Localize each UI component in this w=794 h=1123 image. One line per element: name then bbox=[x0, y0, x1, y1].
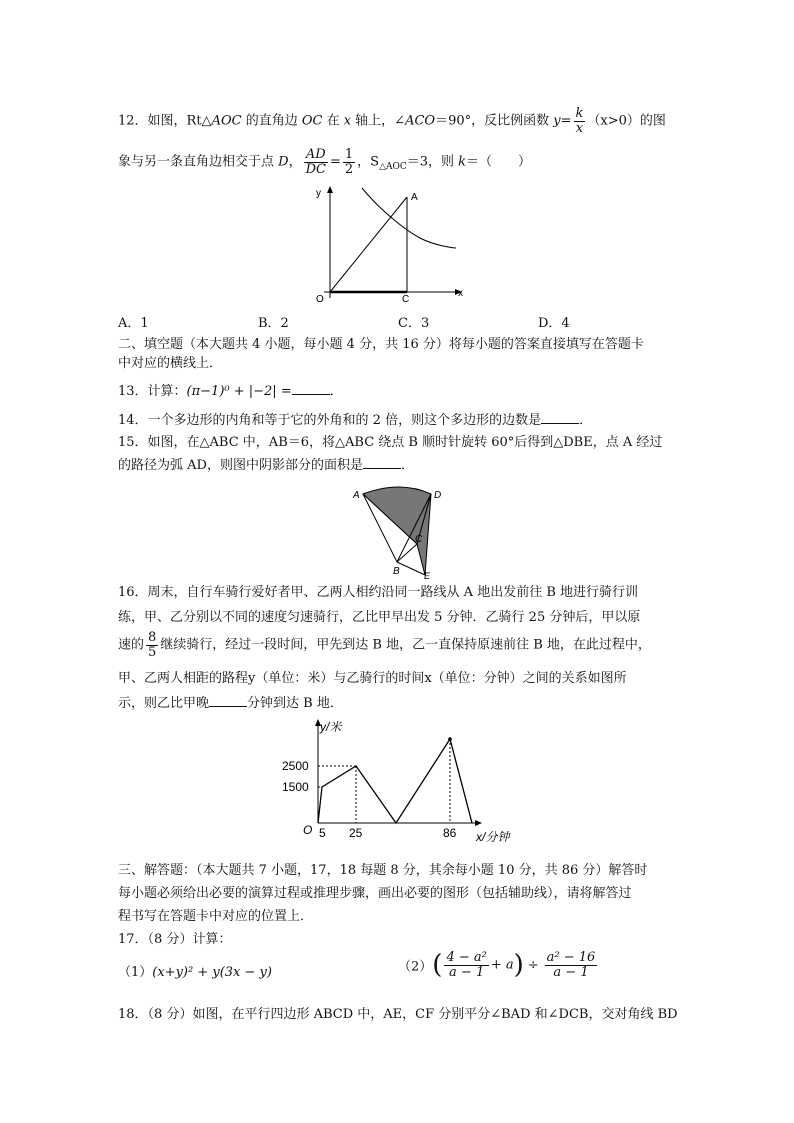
fraction-ad-over-dc: $\frac{AD}{DC}$ bbox=[305, 147, 326, 177]
q13-answer-blank[interactable] bbox=[292, 383, 330, 395]
section2-line2: 中对应的横线上． bbox=[118, 356, 223, 371]
xtick-5: 5 bbox=[319, 826, 326, 840]
q16-line5: 示，则乙比甲晚 分钟到达 B 地． bbox=[118, 696, 343, 711]
q17-part2: （2）( $\frac{\text{4 − a²}}{a - 1}$ + a) ÷ $\frac{\text{a² − 16}}{a - 1}$ bbox=[398, 949, 596, 980]
segment-be bbox=[397, 562, 425, 575]
distance-line bbox=[318, 739, 472, 823]
hyperbola-curve bbox=[362, 188, 456, 248]
q17-fraction-1: $\frac{\text{4 − a²}}{a - 1}$ bbox=[446, 949, 487, 980]
q12-graph bbox=[310, 180, 480, 305]
xtick-25: 25 bbox=[349, 826, 363, 840]
graph-o-label: O bbox=[316, 294, 324, 305]
q15-line1: 15．如图，在△ABC 中，AB＝6，将△ABC 绕点 B 顺时针旋转 60°后得到△DBE，点 A 经过 bbox=[118, 435, 663, 450]
q16-line4: 甲、乙两人相距的路程y（单位：米）与乙骑行的时间x（单位：分钟）之间的关系如图所 bbox=[118, 671, 627, 686]
graph-origin-label: O bbox=[303, 823, 313, 837]
graph-a-label: A bbox=[411, 192, 418, 203]
graph-x-label: x/分钟 bbox=[476, 830, 510, 844]
q12-line2: 象与另一条直角边相交于点 D， $\frac{AD}{DC}$ = $\frac{1}{2}$ ，$S_{\triangle AOC}=3$，则 k＝（ ） bbox=[118, 147, 532, 177]
option-d[interactable]: D．4 bbox=[538, 316, 570, 331]
y-axis-arrow-icon bbox=[327, 186, 333, 193]
q16-answer-blank[interactable] bbox=[209, 695, 247, 707]
fig-label-c: C bbox=[415, 534, 423, 545]
q16-line1: 16．周末，自行车骑行爱好者甲、乙两人相约沿同一路线从 A 地出发前往 B 地进行骑行训 bbox=[118, 585, 639, 600]
xtick-86: 86 bbox=[443, 826, 457, 840]
graph-y-label: y/米 bbox=[320, 720, 342, 734]
q14-answer-blank[interactable] bbox=[541, 412, 579, 424]
q15-line2: 的路径为弧 AD，则图中阴影部分的面积是 ． bbox=[118, 458, 414, 473]
q15-figure bbox=[345, 480, 445, 580]
q13: 13．计算：(π−1)⁰ + |−2| = ． bbox=[118, 384, 343, 399]
q16-line2: 练，甲、乙分别以不同的速度匀速骑行，乙比甲早出发 5 分钟．乙骑行 25 分钟后，甲以原 bbox=[118, 610, 641, 625]
option-c[interactable]: C．3 bbox=[398, 316, 430, 331]
q14: 14．一个多边形的内角和等于它的外角和的 2 倍，则这个多边形的边数是 ． bbox=[118, 413, 593, 428]
fraction-one-half: $\frac{1}{2}$ bbox=[344, 147, 354, 177]
q17-fraction-2: $\frac{\text{a² − 16}}{a - 1}$ bbox=[546, 949, 596, 980]
peak-point bbox=[448, 737, 452, 741]
hypotenuse-oa bbox=[330, 197, 407, 292]
q17-title: 17．（8 分）计算： bbox=[118, 932, 232, 947]
ytick-1500: 1500 bbox=[282, 780, 309, 794]
fig-label-a: A bbox=[353, 490, 360, 501]
option-a[interactable]: A．1 bbox=[118, 316, 149, 331]
graph-y-label: y bbox=[316, 188, 321, 199]
q16-graph bbox=[278, 715, 538, 850]
section3-line2: 每小题必须给出必要的演算过程或推理步骤，画出必要的图形（包括辅助线），请将解答过 bbox=[118, 886, 632, 901]
fig-label-e: E bbox=[424, 571, 431, 580]
fig-label-b: B bbox=[393, 566, 400, 577]
q16-line3: 速的 $\frac{8}{5}$ 继续骑行，经过一段时间，甲先到达 B 地，乙一直保持原速前往 B 地，在此过程中， bbox=[118, 630, 651, 660]
q18-line1: 18．（8 分）如图，在平行四边形 ABCD 中，AE，CF 分别平分∠BAD 和∠DCB，交对角线 BD bbox=[118, 1007, 678, 1022]
option-b[interactable]: B．2 bbox=[258, 316, 289, 331]
graph-c-label: C bbox=[402, 294, 410, 305]
ytick-2500: 2500 bbox=[282, 759, 309, 773]
section3-line3: 程书写在答题卡中对应的位置上． bbox=[118, 909, 314, 924]
section3-line1: 三、解答题：（本大题共 7 小题，17，18 每题 8 分，其余每小题 10 分，共 86 分）解答时 bbox=[118, 863, 648, 878]
graph-x-label: x bbox=[458, 288, 463, 299]
fig-label-d: D bbox=[434, 490, 442, 501]
section2-line1: 二、填空题（本大题共 4 小题，每小题 4 分，共 16 分）将每小题的答案直接填写在答题卡 bbox=[118, 337, 644, 352]
fraction-eight-fifths: $\frac{8}{5}$ bbox=[148, 630, 157, 660]
q17-part1: （1）(x+y)² + y(3x − y) bbox=[118, 965, 272, 980]
q15-answer-blank[interactable] bbox=[363, 457, 401, 469]
x-axis-arrow-icon bbox=[475, 820, 482, 826]
fraction-k-over-x: $\frac{k}{x}$ bbox=[575, 106, 584, 136]
q12-line1: 12．如图，Rt△AOC 的直角边 OC 在 x 轴上，∠ACO＝90°，反比例函数 y= $\frac{k}{x}$ （x>0）的图 bbox=[118, 106, 666, 136]
